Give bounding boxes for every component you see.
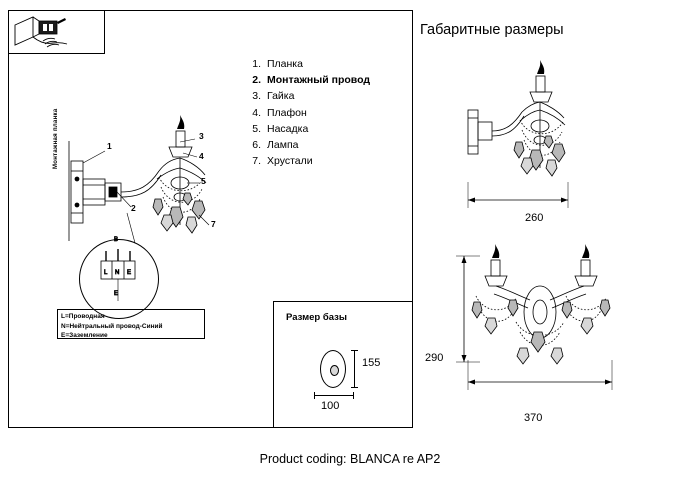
legend-line-earth: E=Заземление: [61, 332, 108, 339]
base-width-dim-label: 100: [321, 400, 340, 412]
part-number: 6.: [252, 139, 261, 152]
base-size-panel: [273, 301, 413, 428]
callout-1: 1: [107, 141, 112, 151]
part-number: 5.: [252, 122, 261, 135]
base-height-dim-label: 155: [362, 357, 381, 369]
callout-3: 3: [199, 131, 204, 141]
dimension-drawings: [420, 60, 690, 430]
mounting-plate-note: Монтажная планка: [53, 108, 59, 169]
svg-text:E: E: [127, 270, 132, 276]
base-width-dim-line: [314, 395, 354, 396]
part-label: Плафон: [267, 106, 307, 119]
base-size-title: Размер базы: [286, 312, 347, 323]
part-number: 1.: [252, 58, 261, 70]
callout-2: 2: [131, 203, 136, 213]
svg-text:E: E: [114, 291, 119, 297]
base-plate-shape: [320, 350, 346, 388]
double-width-dim-label: 370: [524, 412, 543, 424]
svg-text:L: L: [104, 270, 108, 276]
part-label: Планка: [267, 58, 303, 70]
double-height-dim-label: 290: [425, 352, 444, 364]
installation-panel: [8, 10, 413, 428]
base-height-dim-line: [354, 350, 355, 388]
callout-7: 7: [211, 219, 216, 229]
part-number: 4.: [252, 106, 261, 119]
svg-text:N: N: [115, 270, 120, 276]
legend-line-live: L=Проводная: [61, 313, 105, 320]
svg-text:B: B: [114, 237, 119, 243]
wiring-detail-circle: [79, 239, 159, 319]
product-coding-caption: Product coding: BLANCA re AP2: [259, 452, 441, 466]
wiring-legend: [57, 309, 205, 339]
part-label: Насадка: [267, 122, 309, 135]
single-width-dim-label: 260: [525, 212, 544, 224]
part-number: 2.: [252, 74, 261, 87]
part-label: Монтажный провод: [267, 74, 371, 87]
part-label: Гайка: [267, 90, 295, 103]
part-number: 3.: [252, 90, 261, 103]
callout-4: 4: [199, 151, 204, 161]
part-number: 7.: [252, 155, 261, 168]
callout-5: 5: [201, 176, 206, 186]
overall-dimensions-title: Габаритные размеры: [420, 22, 564, 38]
part-label: Хрустали: [267, 155, 313, 168]
part-label: Лампа: [267, 139, 299, 152]
legend-line-neutral: N=Нейтральный провод-Синий: [61, 322, 163, 330]
